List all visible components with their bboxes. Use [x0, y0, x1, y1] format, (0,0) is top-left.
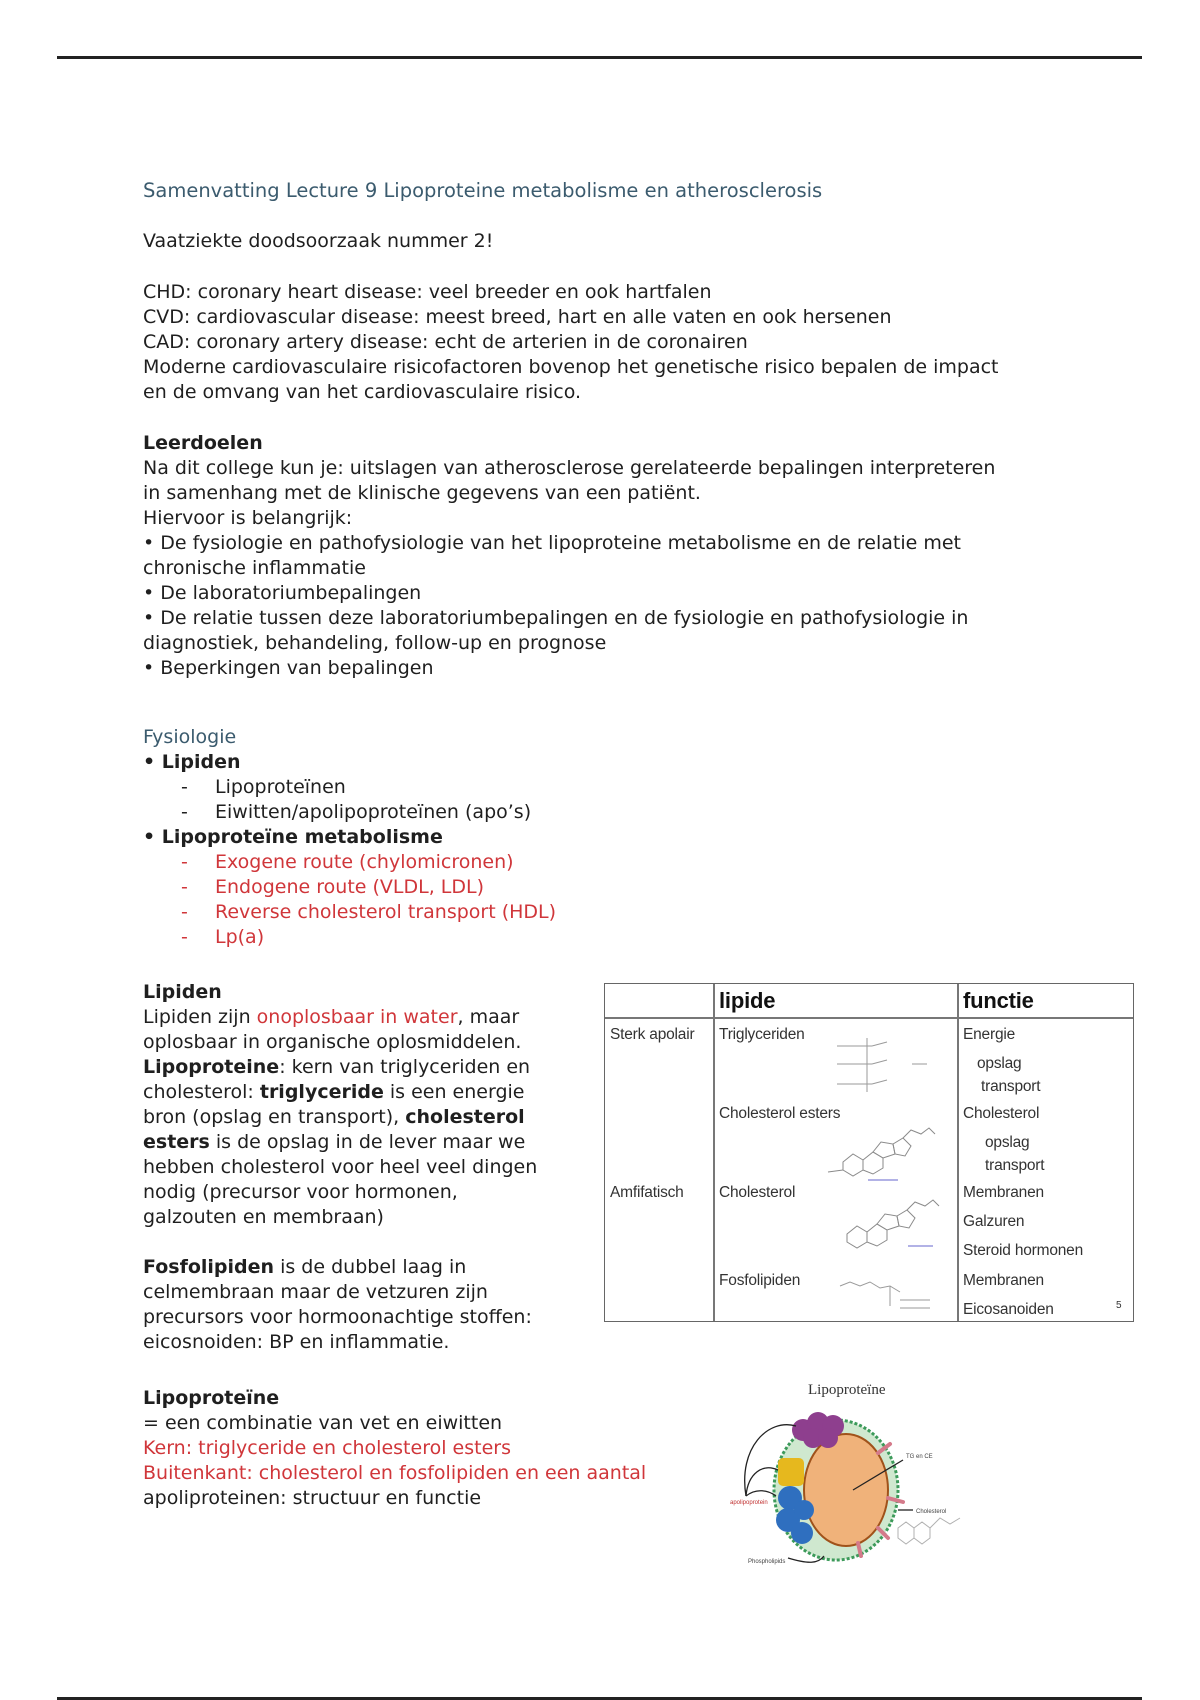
sub-item-text: Exogene route (chylomicronen): [215, 851, 514, 873]
paragraph-line: oplosbaar in organische oplosmiddelen.: [143, 1031, 522, 1053]
text-run: is een energie: [383, 1081, 525, 1103]
lipoprotein-particle-icon: [728, 1378, 978, 1568]
intro-text: Vaatziekte doodsoorzaak nummer 2!: [143, 230, 494, 252]
text-run: is de opslag in de lever maar we: [209, 1131, 526, 1153]
text-run: is de dubbel laag in: [274, 1256, 467, 1278]
text-run: bron (opslag en transport),: [143, 1106, 406, 1128]
dash-glyph: -: [181, 901, 188, 923]
highlight-text: onoplosbaar in water: [256, 1006, 458, 1028]
paragraph-line: Buitenkant: cholesterol en fosfolipiden en een aantal: [143, 1462, 647, 1484]
sub-item: [143, 800, 556, 825]
bold-term: triglyceride: [259, 1081, 384, 1103]
lipoproteine-section: [143, 1386, 646, 1511]
sub-item-text: Lipoproteïnen: [215, 776, 346, 798]
leerdoelen-line: diagnostiek, behandeling, follow-up en prognose: [143, 632, 607, 654]
definitions-block: [143, 280, 999, 405]
slide-number: 5: [1116, 1300, 1122, 1311]
text-run: cholesterol:: [143, 1081, 260, 1103]
bold-term: Lipoproteine: [143, 1056, 280, 1078]
lipoproteine-heading: Lipoproteïne: [143, 1387, 280, 1409]
sub-item: [143, 850, 556, 875]
risk-text-line: en de omvang van het cardiovasculaire risico.: [143, 381, 582, 403]
paragraph-line: [143, 1080, 537, 1105]
phospholipid-structure-icon: [830, 1272, 940, 1316]
function-item: transport: [981, 1078, 1041, 1095]
lipid-name: Cholesterol: [719, 1184, 796, 1201]
lipid-name: Fosfolipiden: [719, 1272, 801, 1289]
leerdoelen-line: • De laboratoriumbepalingen: [143, 582, 422, 604]
sub-item-text: Reverse cholesterol transport (HDL): [215, 901, 557, 923]
function-item: Membranen: [963, 1272, 1044, 1289]
sub-item: [143, 900, 556, 925]
triglyceride-structure-icon: [827, 1032, 937, 1100]
leerdoelen-line: chronische inflammatie: [143, 557, 366, 579]
sub-item: [143, 925, 556, 950]
function-item: transport: [985, 1157, 1045, 1174]
function-item: Membranen: [963, 1184, 1044, 1201]
fysiologie-section: [143, 725, 556, 950]
sub-item-text: Endogene route (VLDL, LDL): [215, 876, 484, 898]
bullet-glyph: •: [143, 751, 156, 773]
text-run: : kern van triglyceriden en: [279, 1056, 531, 1078]
table-divider: [957, 984, 959, 1321]
figure-label-tg-ce: TG en CE: [906, 1454, 933, 1460]
function-item: Steroid hormonen: [963, 1242, 1084, 1259]
text-run: , maar: [457, 1006, 520, 1028]
dash-glyph: -: [181, 926, 188, 948]
leerdoelen-line: Hiervoor is belangrijk:: [143, 507, 353, 529]
lipoprotein-figure: [728, 1378, 978, 1568]
dash-glyph: -: [181, 776, 188, 798]
sub-item: [143, 775, 556, 800]
paragraph-line: [143, 1005, 537, 1030]
figure-label-phospholipids: Phospholipids: [748, 1559, 786, 1565]
paragraph-line: galzouten en membraan): [143, 1206, 384, 1228]
lipid-name: Triglyceriden: [719, 1026, 805, 1043]
polarity-label: Amfifatisch: [610, 1184, 684, 1201]
figure-label-apolipoprotein: apolipoprotein: [730, 1500, 768, 1506]
leerdoelen-line: Na dit college kun je: uitslagen van atherosclerose gerelateerde bepalingen interpreteren: [143, 457, 996, 479]
paragraph-line: [143, 1055, 537, 1080]
table-header-lipide: lipide: [719, 988, 776, 1013]
paragraph-line: nodig (precursor voor hormonen,: [143, 1181, 458, 1203]
dash-glyph: -: [181, 851, 188, 873]
paragraph-line: eicosnoiden: BP en inflammatie.: [143, 1331, 450, 1353]
leerdoelen-section: [143, 431, 995, 681]
figure-label-cholesterol: Cholesterol: [916, 1509, 947, 1515]
table-header-functie: functie: [963, 988, 1034, 1013]
function-item: opslag: [977, 1055, 1022, 1072]
paragraph-line: Kern: triglyceride en cholesterol esters: [143, 1437, 511, 1459]
paragraph-line: [143, 1255, 537, 1280]
leerdoelen-heading: Leerdoelen: [143, 432, 263, 454]
lipid-table: [604, 983, 1134, 1322]
paragraph-line: hebben cholesterol voor heel veel dingen: [143, 1156, 538, 1178]
bold-term: Fosfolipiden: [143, 1256, 275, 1278]
dash-glyph: -: [181, 801, 188, 823]
definition-cvd: CVD: cardiovascular disease: meest breed, hart en alle vaten en ook hersenen: [143, 306, 892, 328]
function-item: opslag: [985, 1134, 1030, 1151]
paragraph-line: [143, 1130, 537, 1155]
sub-item-text: Eiwitten/apolipoproteïnen (apo’s): [215, 801, 532, 823]
cholesterol-structure-icon: [833, 1190, 943, 1252]
header-rule: [57, 56, 1142, 59]
fysiologie-heading: Fysiologie: [143, 726, 237, 748]
figure-title: Lipoproteïne: [808, 1382, 886, 1398]
lipiden-section: [143, 980, 537, 1355]
definition-cad: CAD: coronary artery disease: echt de arterien in de coronairen: [143, 331, 748, 353]
paragraph-line: celmembraan maar de vetzuren zijn: [143, 1281, 488, 1303]
function-item: Galzuren: [963, 1213, 1025, 1230]
bold-term: cholesterol: [405, 1106, 525, 1128]
cholesterol-ester-structure-icon: [823, 1112, 943, 1182]
dash-glyph: -: [181, 876, 188, 898]
paragraph-line: = een combinatie van vet en eiwitten: [143, 1412, 503, 1434]
function-item: Cholesterol: [963, 1105, 1040, 1122]
bullet-glyph: •: [143, 826, 156, 848]
polarity-label: Sterk apolair: [610, 1026, 695, 1043]
table-header-divider: [605, 1017, 1133, 1019]
paragraph-line: apoliproteinen: structuur en functie: [143, 1487, 482, 1509]
leerdoelen-line: in samenhang met de klinische gegevens van een patiënt.: [143, 482, 701, 504]
definition-chd: CHD: coronary heart disease: veel breeder en ook hartfalen: [143, 281, 712, 303]
leerdoelen-line: • Beperkingen van bepalingen: [143, 657, 434, 679]
function-item: Energie: [963, 1026, 1016, 1043]
bullet-lipiden: [143, 750, 556, 775]
table-divider: [713, 984, 715, 1321]
paragraph-line: [143, 1105, 537, 1130]
lipid-name: Cholesterol esters: [719, 1105, 841, 1122]
sub-item-text: Lp(a): [215, 926, 265, 948]
bullet-lipoproteine-metabolisme: [143, 825, 556, 850]
text-run: Lipiden zijn: [143, 1006, 257, 1028]
bold-term: esters: [143, 1131, 210, 1153]
bullet-label: Lipiden: [161, 751, 241, 773]
function-item: Eicosanoiden: [963, 1301, 1054, 1318]
lipiden-heading: Lipiden: [143, 981, 222, 1003]
paragraph-line: precursors voor hormoonachtige stoffen:: [143, 1306, 532, 1328]
bullet-label: Lipoproteïne metabolisme: [161, 826, 443, 848]
leerdoelen-line: • De relatie tussen deze laboratoriumbepalingen en de fysiologie en pathofysiologie in: [143, 607, 969, 629]
page-title: Samenvatting Lecture 9 Lipoproteine metabolisme en atherosclerosis: [143, 179, 823, 202]
sub-item: [143, 875, 556, 900]
leerdoelen-line: • De fysiologie en pathofysiologie van het lipoproteine metabolisme en de relatie met: [143, 532, 961, 554]
risk-text-line: Moderne cardiovasculaire risicofactoren bovenop het genetische risico bepalen de impact: [143, 356, 999, 378]
